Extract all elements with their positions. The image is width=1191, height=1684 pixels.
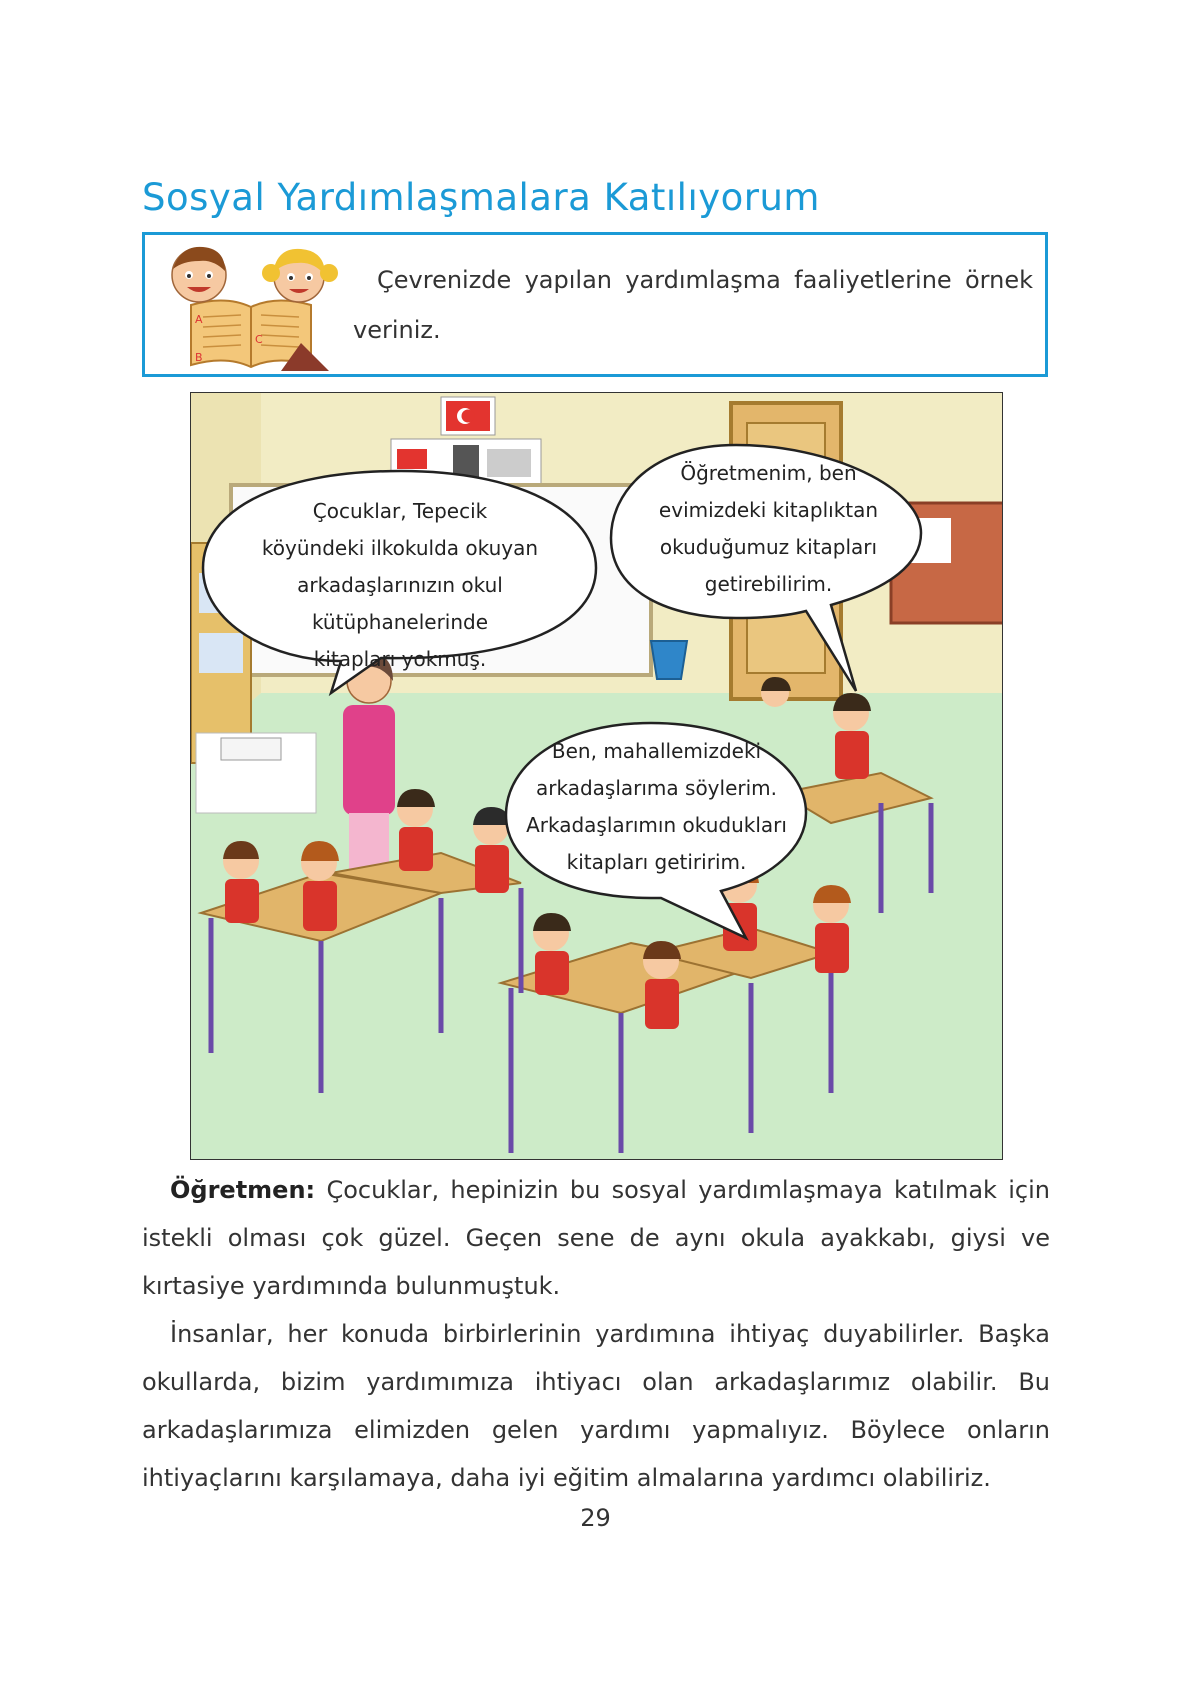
bubble-line: arkadaşlarıma söylerim. <box>536 776 777 800</box>
activity-box <box>142 232 1048 377</box>
bubble-line: getirebilirim. <box>704 572 833 596</box>
book-letter-c: C <box>255 333 263 346</box>
bubble-line: okuduğumuz kitapları <box>659 535 878 559</box>
bubble-line: Öğretmenim, ben <box>680 461 857 485</box>
paragraph-text: Çocuklar, hepinizin bu sosyal yardımlaşmaya katılmak için istekli olması çok güzel. Geçen sene de aynı okula ayakkabı, giysi ve kırtasiye yardımında bulunmuştuk. <box>142 1176 1050 1300</box>
page-title: Sosyal Yardımlaşmalara Katılıyorum <box>142 176 820 219</box>
paragraph-body <box>142 1310 1050 1502</box>
bubble-line: Çocuklar, Tepecik <box>312 499 488 523</box>
bubble-line: evimizdeki kitaplıktan <box>658 498 879 522</box>
speaker-label: Öğretmen: <box>170 1176 316 1204</box>
activity-instruction: Çevrenizde yapılan yardımlaşma faaliyetlerine örnek veriniz. <box>353 266 1033 344</box>
bubble-line: Ben, mahallemizdeki <box>551 739 762 763</box>
children-reading-illustration <box>151 243 351 373</box>
classroom-illustration <box>190 392 1003 1160</box>
speech-bubble-teacher <box>211 493 589 678</box>
book-letter-a: A <box>195 313 203 326</box>
bubble-line: kitapları yokmuş. <box>313 647 487 671</box>
book-letter-b: B <box>195 351 203 364</box>
bubble-line: Arkadaşlarımın okudukları <box>526 813 787 837</box>
paragraph-text: İnsanlar, her konuda birbirlerinin yardımına ihtiyaç duyabilirler. Başka okullarda, bizim yardımımıza ihtiyacı olan arkadaşlarımız olabilir. Bu arkadaşlarımıza elimizden gelen yardımı yapmalıyız. Böylece onların ihtiyaçlarını karşılamaya, daha iyi eğitim almalarına yardımcı olabiliriz. <box>142 1320 1050 1492</box>
speech-bubble-boy <box>509 733 804 881</box>
bubble-line: arkadaşlarınızın okul kütüphanelerinde <box>297 573 503 634</box>
page-number: 29 <box>580 1504 611 1532</box>
speech-bubble-girl <box>621 455 916 603</box>
bubble-line: köyündeki ilkokulda okuyan <box>261 536 539 560</box>
paragraph-teacher <box>142 1166 1050 1310</box>
bubble-line: kitapları getiririm. <box>566 850 747 874</box>
